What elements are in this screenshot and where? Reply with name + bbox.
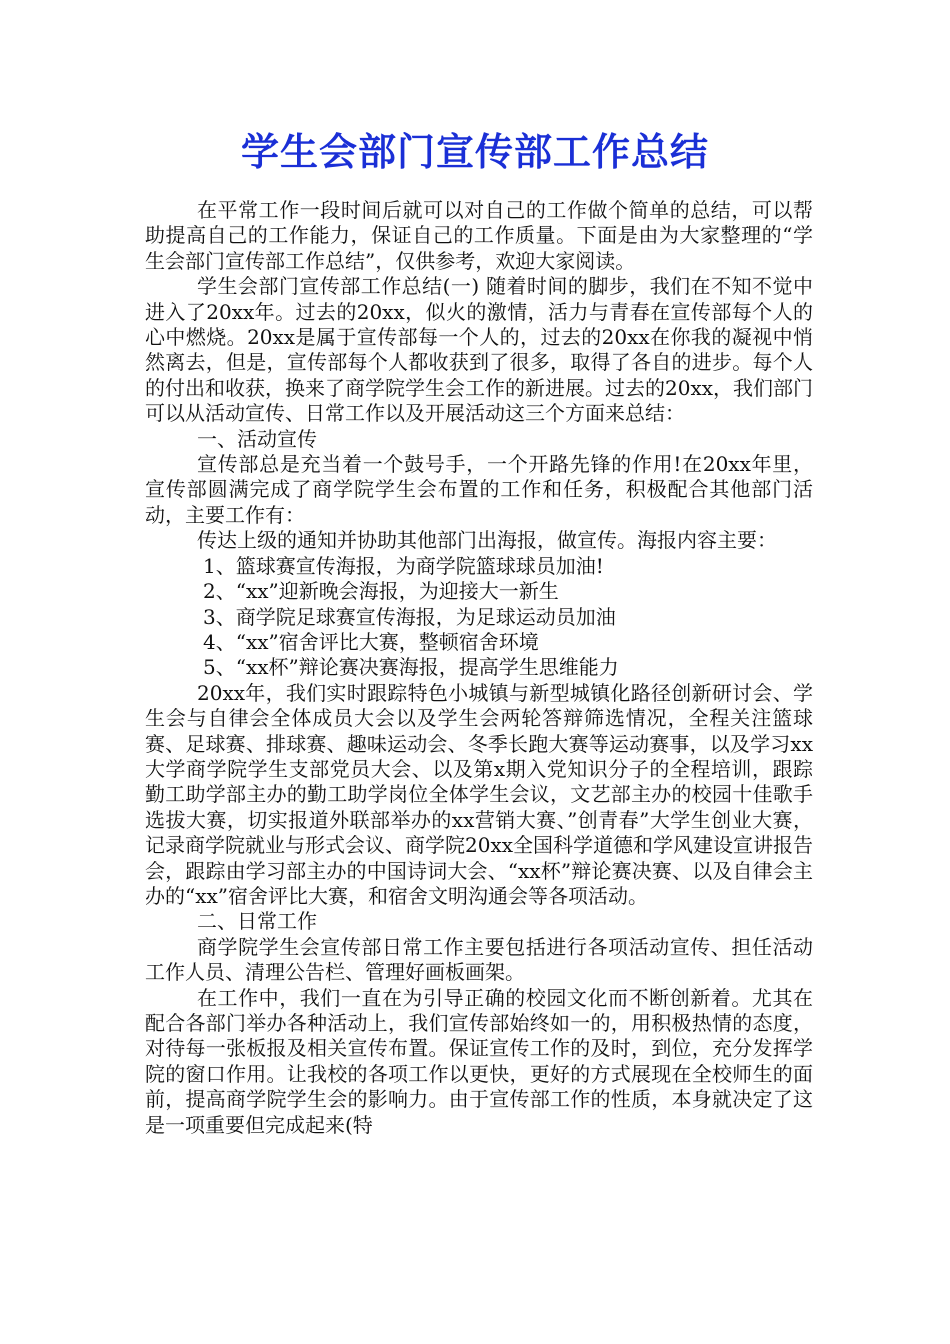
summary-paragraph-1: 学生会部门宣传部工作总结(一) 随着时间的脚步，我们在不知不觉中进入了20xx年。过去的20xx，似火的激情，活力与青春在宣传部每个人的心中燃烧。20xx是属于宣传部每一个人的，过去的20xx在你我的凝视中悄然离去，但是，宣传部每个人都收获到了很多，取得了各自的进步。每个人的付出和收获，换来了商学院学生会工作的新进展。过去的20xx，我们部门可以从活动宣传、日常工作以及开展活动这三个方面来总结： [145,274,814,426]
intro-paragraph: 在平常工作一段时间后就可以对自己的工作做个简单的总结，可以帮助提高自己的工作能力，保证自己的工作质量。下面是由为大家整理的“学生会部门宣传部工作总结”，仅供参考，欢迎大家阅读。 [145,198,813,273]
section-heading-daily-work: 二、日常工作 [197,909,317,934]
activity-promotion-paragraph: 宣传部总是充当着一个鼓号手，一个开路先锋的作用!在20xx年里，宣传部圆满完成了商学院学生会布置的工作和任务，积极配合其他部门活动，主要工作有： [145,452,813,527]
list-item: 1、篮球赛宣传海报，为商学院篮球球员加油! [203,553,604,578]
daily-work-paragraph: 商学院学生会宣传部日常工作主要包括进行各项活动宣传、担任活动工作人员、清理公告栏、管理好画板画架。 [145,934,813,985]
section-heading-activity-promotion: 一、活动宣传 [197,426,317,451]
list-item: 5、“xx杯”辩论赛决赛海报，提高学生思维能力 [203,655,619,680]
document-title: 学生会部门宣传部工作总结 [240,129,709,174]
document-body [145,198,813,1138]
poster-intro-paragraph: 传达上级的通知并协助其他部门出海报，做宣传。海报内容主要： [197,528,777,553]
list-item: 4、“xx”宿舍评比大赛，整顿宿舍环境 [203,629,539,654]
work-culture-paragraph: 在工作中，我们一直在为引导正确的校园文化而不断创新着。尤其在配合各部门举办各种活动上，我们宣传部始终如一的，用积极热情的态度，对待每一张板报及相关宣传布置。保证宣传工作的及时，到位，充分发挥学院的窗口作用。让我校的各项工作以更快，更好的方式展现在全校师生的面前，提高商学院学生会的影响力。由于宣传部工作的性质，本身就决定了这是一项重要但完成起来(特 [145,985,813,1137]
list-item: 2、“xx”迎新晚会海报，为迎接大一新生 [203,579,559,604]
list-item: 3、商学院足球赛宣传海报，为足球运动员加油 [203,604,616,629]
events-coverage-paragraph: 20xx年，我们实时跟踪特色小城镇与新型城镇化路径创新研讨会、学生会与自律会全体成员大会以及学生会两轮答辩筛选情况，全程关注篮球赛、足球赛、排球赛、趣味运动会、冬季长跑大赛等运动赛事，以及学习xx大学商学院学生支部党员大会、以及第x期入党知识分子的全程培训，跟踪勤工助学部主办的勤工助学岗位全体学生会议，文艺部主办的校园十佳歌手选拔大赛，切实报道外联部举办的xx营销大赛、”创青春”大学生创业大赛，记录商学院就业与形式会议、商学院20xx全国科学道德和学风建设宣讲报告会，跟踪由学习部主办的中国诗词大会、“xx杯”辩论赛决赛、以及自律会主办的“xx”宿舍评比大赛，和宿舍文明沟通会等各项活动。 [145,680,814,908]
